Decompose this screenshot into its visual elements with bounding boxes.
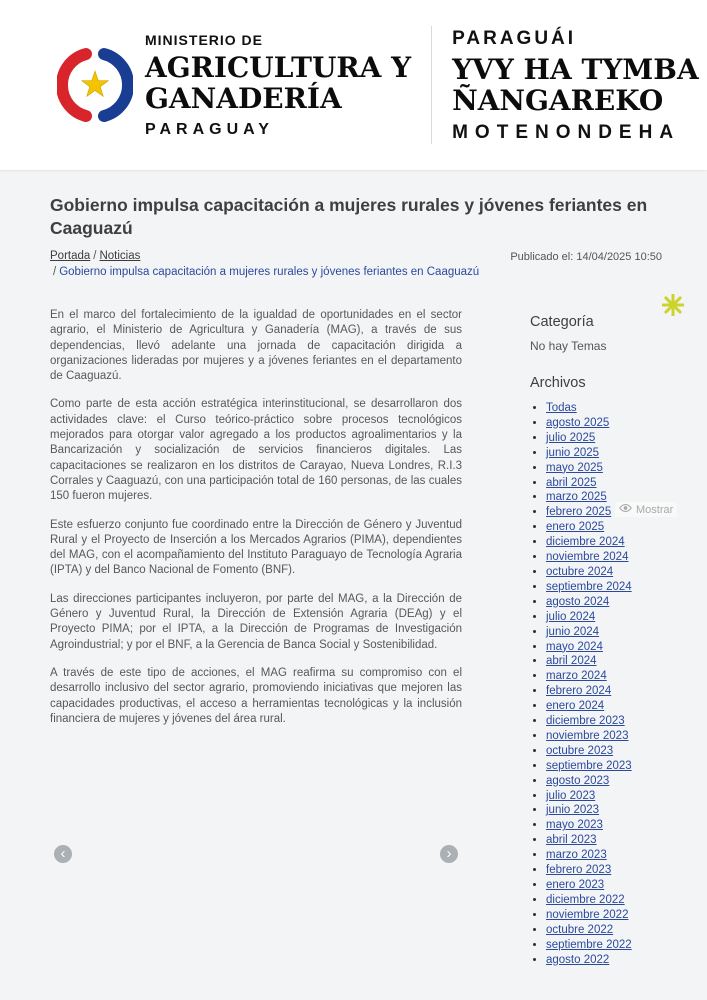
archive-list-item <box>546 461 662 476</box>
archive-list-item <box>546 476 662 491</box>
prev-arrow-button[interactable]: ‹ <box>54 845 72 863</box>
archive-list-item <box>546 699 662 714</box>
mostrar-tooltip <box>615 502 677 517</box>
archive-link[interactable]: mayo 2023 <box>546 819 603 832</box>
archive-list-item <box>546 446 662 461</box>
coat-of-arms-logo <box>57 30 133 141</box>
archive-list-item <box>546 595 662 610</box>
guarani-line-2: YVY HA TYMBA <box>452 52 699 86</box>
archive-link[interactable]: enero 2023 <box>546 879 605 891</box>
breadcrumb-separator-2: / <box>53 266 57 278</box>
next-arrow-button[interactable]: › <box>440 845 458 863</box>
article-paragraph: Este esfuerzo conjunto fue coordinado entre la Dirección de Género y Juventud Rural y el Proyecto de Inserción a los Mercados Agrarios (PIMA), dependientes del MAG, con el acompañamiento del Instituto Paraguayo de Tecnología Agraria (IPTA) y del Banco Nacional de Fomento (BNF). <box>50 518 462 577</box>
archive-link[interactable]: junio 2023 <box>546 804 600 817</box>
content-row <box>50 308 662 967</box>
archive-list-item <box>546 789 662 804</box>
ministry-line-1: MINISTERIO DE <box>145 31 264 48</box>
archives-heading: Archivos <box>530 375 586 391</box>
archive-link[interactable]: agosto 2024 <box>546 595 610 608</box>
archive-list-item <box>546 938 662 953</box>
archive-link[interactable]: mayo 2025 <box>546 461 603 474</box>
archive-list-item <box>546 535 662 550</box>
guarani-line-1: PARAGUÁI <box>452 27 577 49</box>
main-content <box>0 170 707 967</box>
ministry-line-2: AGRICULTURA Y <box>145 50 412 84</box>
archive-list-item <box>546 565 662 580</box>
eye-icon <box>619 503 632 516</box>
ministry-wordmark <box>145 33 411 138</box>
archive-link[interactable]: noviembre 2024 <box>546 551 629 564</box>
archive-link[interactable]: septiembre 2024 <box>546 580 632 593</box>
header-divider <box>431 26 432 144</box>
archive-list-item <box>546 729 662 744</box>
guarani-line-4: MOTENONDEHA <box>452 121 681 143</box>
archives-list <box>530 401 662 967</box>
breadcrumb-current: Gobierno impulsa capacitación a mujeres rurales y jóvenes feriantes en Caaguazú <box>59 266 480 278</box>
archive-link[interactable]: agosto 2023 <box>546 774 610 787</box>
archive-link[interactable]: febrero 2023 <box>546 864 612 877</box>
archive-link[interactable]: septiembre 2022 <box>546 938 632 951</box>
archive-link[interactable]: abril 2023 <box>546 834 597 847</box>
archive-list-item <box>546 654 662 669</box>
archive-list-item <box>546 684 662 699</box>
published-date: Publicado el: 14/04/2025 10:50 <box>510 251 662 263</box>
archive-link[interactable]: julio 2024 <box>546 610 596 623</box>
archive-list-item <box>546 416 662 431</box>
breadcrumb <box>50 249 495 280</box>
archive-list-item <box>546 863 662 878</box>
archive-link[interactable]: febrero 2024 <box>546 685 612 698</box>
archive-list-item <box>546 580 662 595</box>
archive-list-item <box>546 669 662 684</box>
article-body <box>50 308 462 967</box>
mostrar-tooltip-label: Mostrar <box>636 503 674 516</box>
archive-link[interactable]: octubre 2024 <box>546 565 614 578</box>
accessibility-asterisk-icon[interactable] <box>662 294 684 321</box>
breadcrumb-section-link[interactable]: Noticias <box>99 250 141 262</box>
archive-link[interactable]: octubre 2023 <box>546 744 614 757</box>
article-paragraph: A través de este tipo de acciones, el MAG reafirma su compromiso con el desarrollo inclusivo del sector agrario, promoviendo iniciativas que mejoren las capacidades productivas, el acceso a herramientas tecnológicas y la inclusión financiera de mujeres y jóvenes del área rural. <box>50 666 462 725</box>
archive-list-item <box>546 520 662 535</box>
archive-link[interactable]: diciembre 2022 <box>546 893 625 906</box>
archive-list-item <box>546 714 662 729</box>
article-paragraph: Como parte de esta acción estratégica interinstitucional, se desarrollaron dos actividades clave: el Curso teórico-práctico sobre procesos tecnológicos mejorados para otorgar valor agregado a los productos agroalimentarios y la Bancarización y socialización de servicios financieros digitales. Las capacitaciones se realizaron en los distritos de Carayao, Nueva Londres, R.I.3 Corrales y Caaguazú, con una participación total de 160 personas, de las cuales 150 fueron mujeres. <box>50 398 462 503</box>
sidebar <box>530 308 662 967</box>
archive-link[interactable]: julio 2023 <box>546 789 596 802</box>
carousel-nav <box>50 845 462 863</box>
archive-list-item <box>546 744 662 759</box>
archive-link[interactable]: septiembre 2023 <box>546 759 632 772</box>
archive-list-item <box>546 803 662 818</box>
archive-link[interactable]: diciembre 2024 <box>546 536 625 549</box>
archive-link[interactable]: abril 2025 <box>546 476 597 489</box>
archive-list-item <box>546 848 662 863</box>
archive-link[interactable]: noviembre 2023 <box>546 729 629 742</box>
breadcrumb-home-link[interactable]: Portada <box>50 250 91 262</box>
archive-list-item <box>546 401 662 416</box>
article-paragraph: Las direcciones participantes incluyeron, por parte del MAG, a la Dirección de Género y Juventud Rural, la Dirección de Extensión Agraria (DEAg) y el Proyecto PIMA; por el IPTA, a la Dirección de Programas de Investigación Agroindustrial; y por el BNF, a la Gerencia de Banca Social y Sostenibilidad. <box>50 592 462 651</box>
archive-link[interactable]: marzo 2024 <box>546 670 607 683</box>
article-paragraph: En el marco del fortalecimiento de la igualdad de oportunidades en el sector agrario, el Ministerio de Agricultura y Ganadería (MAG), a través de sus dependencias, llevó adelante una jornada de capacitación dirigida a organizaciones lideradas por mujeres y a jóvenes feriantes en el departamento de Caaguazú. <box>50 309 462 383</box>
page-title: Gobierno impulsa capacitación a mujeres rurales y jóvenes feriantes en Caaguazú <box>50 195 648 238</box>
archive-link[interactable]: octubre 2022 <box>546 923 614 936</box>
archive-list-item <box>546 774 662 789</box>
archive-link[interactable]: diciembre 2023 <box>546 715 625 728</box>
ministry-line-4: PARAGUAY <box>145 120 274 138</box>
archive-link[interactable]: marzo 2023 <box>546 849 607 862</box>
archive-link[interactable]: noviembre 2022 <box>546 908 629 921</box>
archive-list-item <box>546 878 662 893</box>
archive-list-item <box>546 833 662 848</box>
archive-list-item <box>546 640 662 655</box>
archive-link[interactable]: agosto 2022 <box>546 953 610 966</box>
category-heading: Categoría <box>530 314 594 330</box>
guarani-line-3: ÑANGAREKO <box>452 83 664 117</box>
meta-row <box>50 249 662 280</box>
guarani-wordmark <box>452 29 699 142</box>
archive-link[interactable]: agosto 2025 <box>546 416 610 429</box>
category-empty-text: No hay Temas <box>530 339 607 353</box>
archive-list-item <box>546 550 662 565</box>
archive-list-item <box>546 625 662 640</box>
archive-list-item <box>546 818 662 833</box>
archive-list-item <box>546 759 662 774</box>
archive-link[interactable]: Todas <box>546 402 577 414</box>
archive-list-item <box>546 431 662 446</box>
ministry-line-3: GANADERÍA <box>145 81 342 115</box>
archive-list-item <box>546 893 662 908</box>
archive-list-item <box>546 610 662 625</box>
archive-list-item <box>546 923 662 938</box>
site-header <box>0 0 707 170</box>
archive-link[interactable]: enero 2025 <box>546 521 605 534</box>
archive-link[interactable]: enero 2024 <box>546 700 605 713</box>
archive-link[interactable]: junio 2025 <box>546 446 600 459</box>
archive-list-item <box>546 908 662 923</box>
archive-link[interactable]: febrero 2025 <box>546 506 612 519</box>
archive-link[interactable]: julio 2025 <box>546 431 596 444</box>
archive-link[interactable]: junio 2024 <box>546 625 600 638</box>
archive-link[interactable]: abril 2024 <box>546 655 597 668</box>
breadcrumb-separator: / <box>93 250 97 262</box>
archive-link[interactable]: marzo 2025 <box>546 491 607 504</box>
article-paragraphs <box>50 308 462 727</box>
archive-list-item <box>546 953 662 968</box>
archive-link[interactable]: mayo 2024 <box>546 640 603 653</box>
